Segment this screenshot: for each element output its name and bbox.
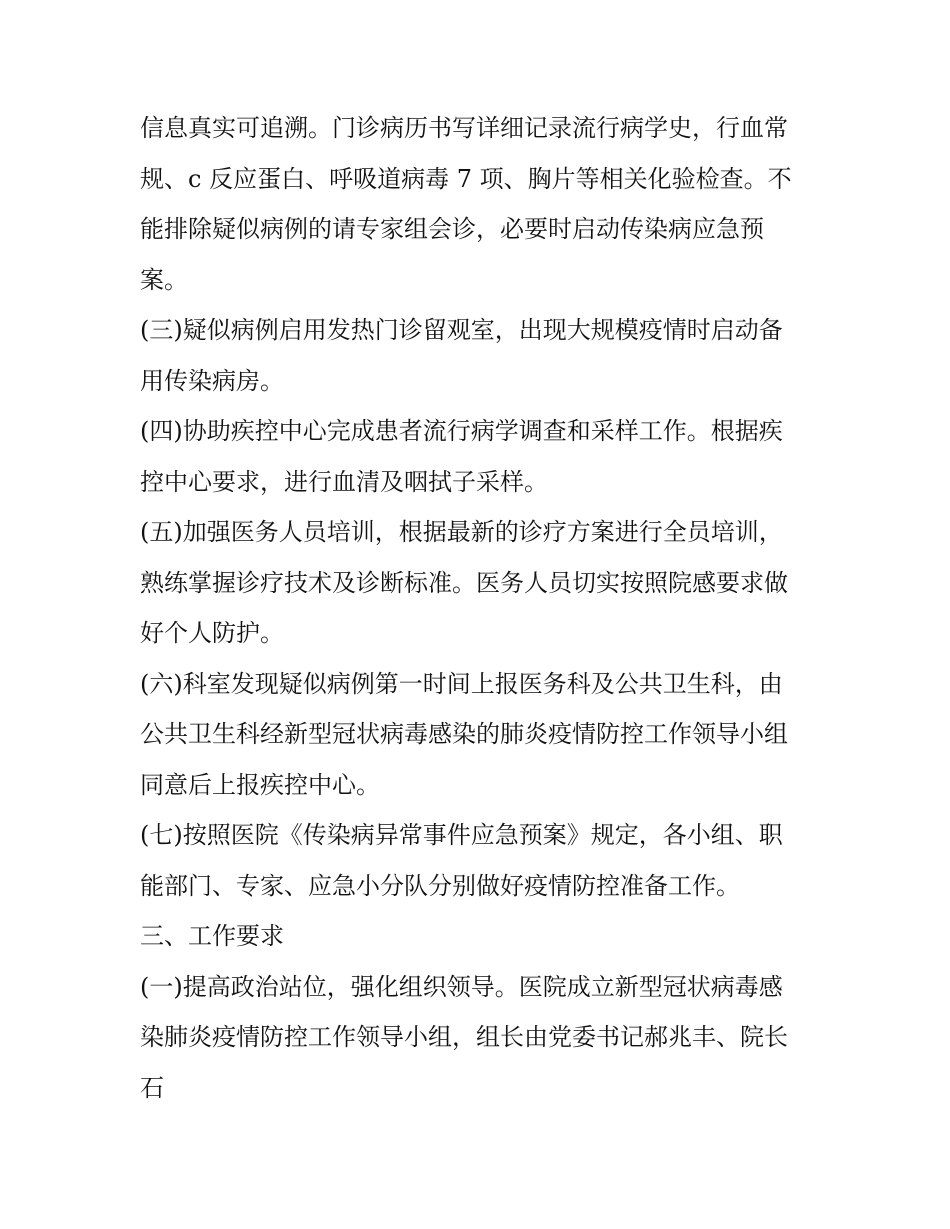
text-line: 熟练掌握诊疗技术及诊断标准。医务人员切实按照院感要求做 <box>140 568 788 597</box>
text-line: 同意后上报疾控中心。 <box>140 770 380 799</box>
text-line: (六)科室发现疑似病例第一时间上报医务科及公共卫生科，由 <box>140 669 783 698</box>
paragraph-item-3 <box>140 305 820 406</box>
text-line: (三)疑似病例启用发热门诊留观室，出现大规模疫情时启动备 <box>140 316 783 344</box>
paragraph-item-7 <box>140 810 820 911</box>
text-line: 染肺炎疫情防控工作领导小组，组长由党委书记郝兆丰、院长 <box>140 1023 788 1051</box>
document-body <box>140 103 820 1113</box>
paragraph-item-4 <box>140 406 820 507</box>
text-line: (七)按照医院《传染病异常事件应急预案》规定，各小组、职 <box>140 821 783 849</box>
text-line: 信息真实可追溯。门诊病历书写详细记录流行病学史，行血常 <box>140 114 788 142</box>
paragraph-item-5 <box>140 507 820 659</box>
text-line: 案。 <box>140 265 188 294</box>
text-line: 控中心要求，进行血清及咽拭子采样。 <box>140 467 548 496</box>
text-line: 三、工作要求 <box>140 922 284 950</box>
paragraph-requirement-1 <box>140 962 820 1114</box>
text-line: (四)协助疾控中心完成患者流行病学调查和采样工作。根据疾 <box>140 417 783 445</box>
paragraph-intro-continuation <box>140 103 820 305</box>
paragraph-item-6 <box>140 659 820 811</box>
text-line: (一)提高政治站位，强化组织领导。医院成立新型冠状病毒感 <box>140 972 783 1001</box>
text-line: 石 <box>140 1073 164 1102</box>
text-line: 用传染病房。 <box>140 366 284 395</box>
text-line: 公共卫生科经新型冠状病毒感染的肺炎疫情防控工作领导小组 <box>140 720 788 748</box>
text-line: (五)加强医务人员培训，根据最新的诊疗方案进行全员培训， <box>140 518 783 546</box>
text-line: 能排除疑似病例的请专家组会诊，必要时启动传染病应急预 <box>140 215 764 243</box>
text-line: 规、c 反应蛋白、呼吸道病毒 7 项、胸片等相关化验检查。不 <box>140 164 792 193</box>
text-line: 好个人防护。 <box>140 619 284 647</box>
text-line: 能部门、专家、应急小分队分别做好疫情防控准备工作。 <box>140 871 740 900</box>
section-heading-work-requirements <box>140 911 820 962</box>
